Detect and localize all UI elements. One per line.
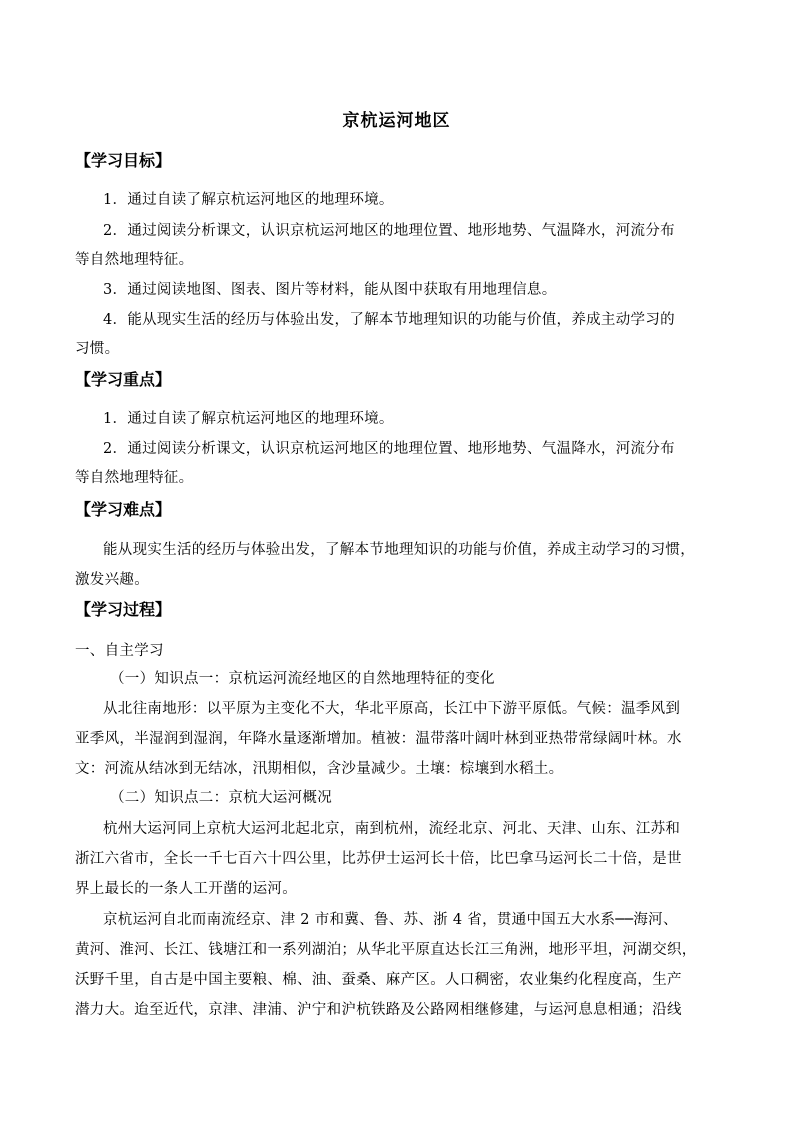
process-line: 黄河、淮河、长江、钱塘江和一系列湖泊；从华北平原直达长江三角洲，地形平坦，河湖交织， [75,942,697,958]
process-line: 浙江六省市，全长一千七百六十四公里，比苏伊士运河长十倍，比巴拿马运河长二十倍，是世 [75,851,682,867]
process-line: 文：河流从结冰到无结冰，汛期相似，含沙量减少。土壤：棕壤到水稻土。 [75,761,564,777]
process-heading: 【学习过程】 [75,600,172,619]
goals-line: 习惯。 [75,341,120,357]
process-line: 沃野千里，自古是中国主要粮、棉、油、蚕桑、麻产区。人口稠密，农业集约化程度高，生产 [75,972,682,988]
goals-heading: 【学习目标】 [75,151,172,170]
difficulties-heading: 【学习难点】 [75,500,172,519]
process-line: 京杭运河自北而南流经京、津 2 市和冀、鲁、苏、浙 4 省，贯通中国五大水系──海河、 [103,912,678,928]
key-points-line: 2．通过阅读分析课文，认识京杭运河地区的地理位置、地形地势、气温降水，河流分布 [103,441,675,457]
difficulties-line: 能从现实生活的经历与体验出发，了解本节地理知识的功能与价值，养成主动学习的习惯， [103,542,695,558]
process-line: 一、自主学习 [75,643,164,659]
key-points-heading: 【学习重点】 [75,370,172,389]
process-line: 界上最长的一条人工开凿的运河。 [75,881,297,897]
process-line: 亚季风，半湿润到湿润，年降水量逐渐增加。植被：温带落叶阔叶林到亚热带常绿阔叶林。水 [75,731,682,747]
goals-line: 2．通过阅读分析课文，认识京杭运河地区的地理位置、地形地势、气温降水，河流分布 [103,223,675,239]
process-line: 潜力大。迨至近代，京津、津浦、沪宁和沪杭铁路及公路网相继修建，与运河息息相通；沿线 [75,1002,682,1018]
goals-line: 3．通过阅读地图、图表、图片等材料，能从图中获取有用地理信息。 [103,282,557,298]
goals-line: 等自然地理特征。 [75,252,194,268]
process-subheading: （二）知识点二：京杭大运河概况 [110,790,332,806]
key-points-line: 等自然地理特征。 [75,470,194,486]
document-title: 京杭运河地区 [342,111,451,131]
key-points-line: 1．通过自读了解京杭运河地区的地理环境。 [103,411,394,427]
process-line: 从北往南地形：以平原为主变化不大，华北平原高，长江中下游平原低。气候：温季风到 [103,701,681,717]
goals-line: 1．通过自读了解京杭运河地区的地理环境。 [103,192,394,208]
process-subheading: （一）知识点一：京杭运河流经地区的自然地理特征的变化 [110,671,495,687]
goals-line: 4．能从现实生活的经历与体验出发，了解本节地理知识的功能与价值，养成主动学习的 [103,312,675,328]
difficulties-line: 激发兴趣。 [75,572,149,588]
process-line: 杭州大运河同上京杭大运河北起北京，南到杭州，流经北京、河北、天津、山东、江苏和 [103,821,681,837]
